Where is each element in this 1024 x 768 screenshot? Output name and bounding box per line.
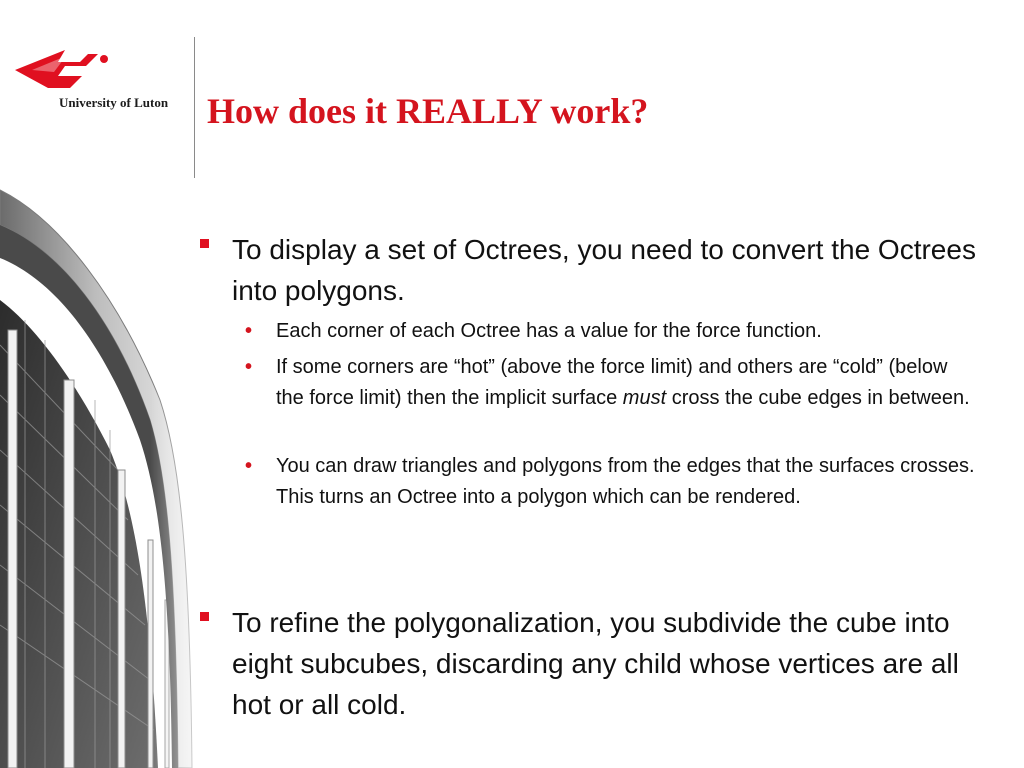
dot-bullet-icon: • bbox=[245, 455, 253, 477]
dot-bullet-icon: • bbox=[245, 320, 253, 342]
university-name: University of Luton bbox=[59, 95, 169, 110]
sub-bullet-text: You can draw triangles and polygons from the edges that the surfaces crosses. This turns an Octree into a polygon which can be rendered. bbox=[276, 455, 975, 508]
square-bullet-icon bbox=[200, 239, 209, 248]
sub-bullet-text-part: cross the cube edges in between. bbox=[666, 387, 970, 409]
bullet-text: To display a set of Octrees, you need to convert the Octrees into polygons. bbox=[232, 234, 976, 306]
slide-title: How does it REALLY work? bbox=[207, 91, 649, 131]
bullet-text: To refine the polygonalization, you subdivide the cube into eight subcubes, discarding any child whose vertices are all hot or all cold. bbox=[232, 607, 959, 720]
emphasis-text: must bbox=[622, 387, 667, 409]
sub-bullet-text: Each corner of each Octree has a value for the force function. bbox=[276, 320, 822, 342]
header-divider bbox=[194, 37, 195, 178]
square-bullet-icon bbox=[200, 612, 209, 621]
sub-bullet-text-part: If some corners are “hot” (above the force limit) and others are “cold” (below the force limit) then the implicit surface bbox=[276, 356, 948, 409]
dot-bullet-icon: • bbox=[245, 356, 253, 378]
sub-bullet-text bbox=[276, 352, 980, 414]
